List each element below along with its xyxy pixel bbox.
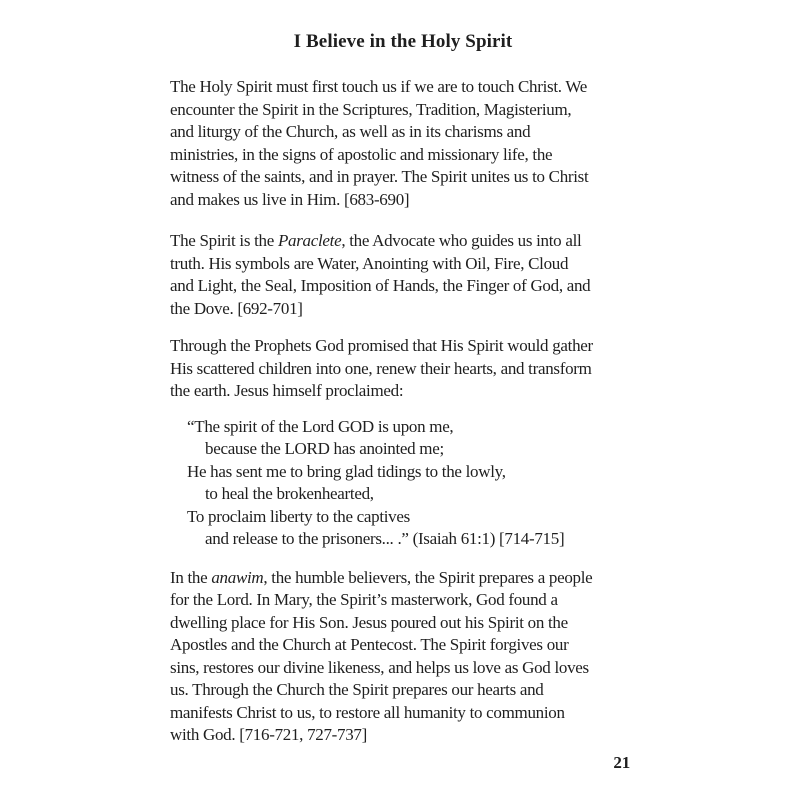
- text-line: and Light, the Seal, Imposition of Hands, the Finger of God, and: [170, 276, 591, 295]
- text-line: [170, 567, 636, 590]
- text-line: and liturgy of the Church, as well as in its charisms and: [170, 122, 531, 141]
- text-line: dwelling place for His Son. Jesus poured out his Spirit on the: [170, 612, 568, 632]
- text-block: [170, 30, 636, 747]
- text-line: The Holy Spirit must first touch us if we are to touch Christ. We: [170, 77, 587, 96]
- quote-line: and release to the prisoners... .” (Isaiah 61:1) [714-715]: [205, 529, 565, 548]
- text-line: Through the Prophets God promised that His Spirit would gather: [170, 336, 593, 355]
- italic-term: anawim: [211, 567, 264, 587]
- quote-line: because the LORD has anointed me;: [205, 439, 444, 458]
- quote-line: “The spirit of the Lord GOD is upon me,: [187, 416, 454, 436]
- text-line: sins, restores our divine likeness, and helps us love as God loves: [170, 657, 589, 677]
- paragraph-3: [170, 335, 636, 403]
- text-segment: The Spirit is the: [170, 231, 278, 250]
- text-segment: , the Advocate who guides us into all: [341, 231, 582, 250]
- text-line: [170, 230, 636, 253]
- page-number: 21: [613, 753, 630, 772]
- text-line: for the Lord. In Mary, the Spirit’s masterwork, God found a: [170, 590, 558, 609]
- text-line: ministries, in the signs of apostolic and missionary life, the: [170, 144, 553, 164]
- text-line: us. Through the Church the Spirit prepares our hearts and: [170, 680, 544, 699]
- text-segment: , the humble believers, the Spirit prepares a people: [263, 567, 593, 587]
- text-line: truth. His symbols are Water, Anointing with Oil, Fire, Cloud: [170, 253, 569, 273]
- quote-line: to heal the brokenhearted,: [205, 484, 374, 503]
- quote-line: To proclaim liberty to the captives: [187, 506, 410, 526]
- paragraph-4: [170, 567, 636, 747]
- paragraph-2: [170, 230, 636, 320]
- page-title: I Believe in the Holy Spirit: [293, 31, 513, 52]
- text-line: the earth. Jesus himself proclaimed:: [170, 381, 404, 400]
- text-line: and makes us live in Him. [683-690]: [170, 189, 410, 209]
- italic-term: Paraclete: [277, 231, 342, 250]
- text-line: the Dove. [692-701]: [170, 298, 303, 318]
- text-line: encounter the Spirit in the Scriptures, Tradition, Magisterium,: [170, 99, 572, 119]
- quote-line: He has sent me to bring glad tidings to the lowly,: [187, 461, 506, 481]
- text-line: with God. [716-721, 727-737]: [170, 725, 367, 744]
- text-segment: In the: [170, 567, 212, 587]
- text-line: manifests Christ to us, to restore all humanity to communion: [170, 702, 565, 722]
- text-line: witness of the saints, and in prayer. The Spirit unites us to Christ: [170, 167, 589, 186]
- paragraph-1: [170, 76, 636, 211]
- text-line: His scattered children into one, renew their hearts, and transform: [170, 358, 592, 378]
- scripture-quote: [170, 416, 636, 551]
- text-line: Apostles and the Church at Pentecost. The Spirit forgives our: [170, 635, 569, 654]
